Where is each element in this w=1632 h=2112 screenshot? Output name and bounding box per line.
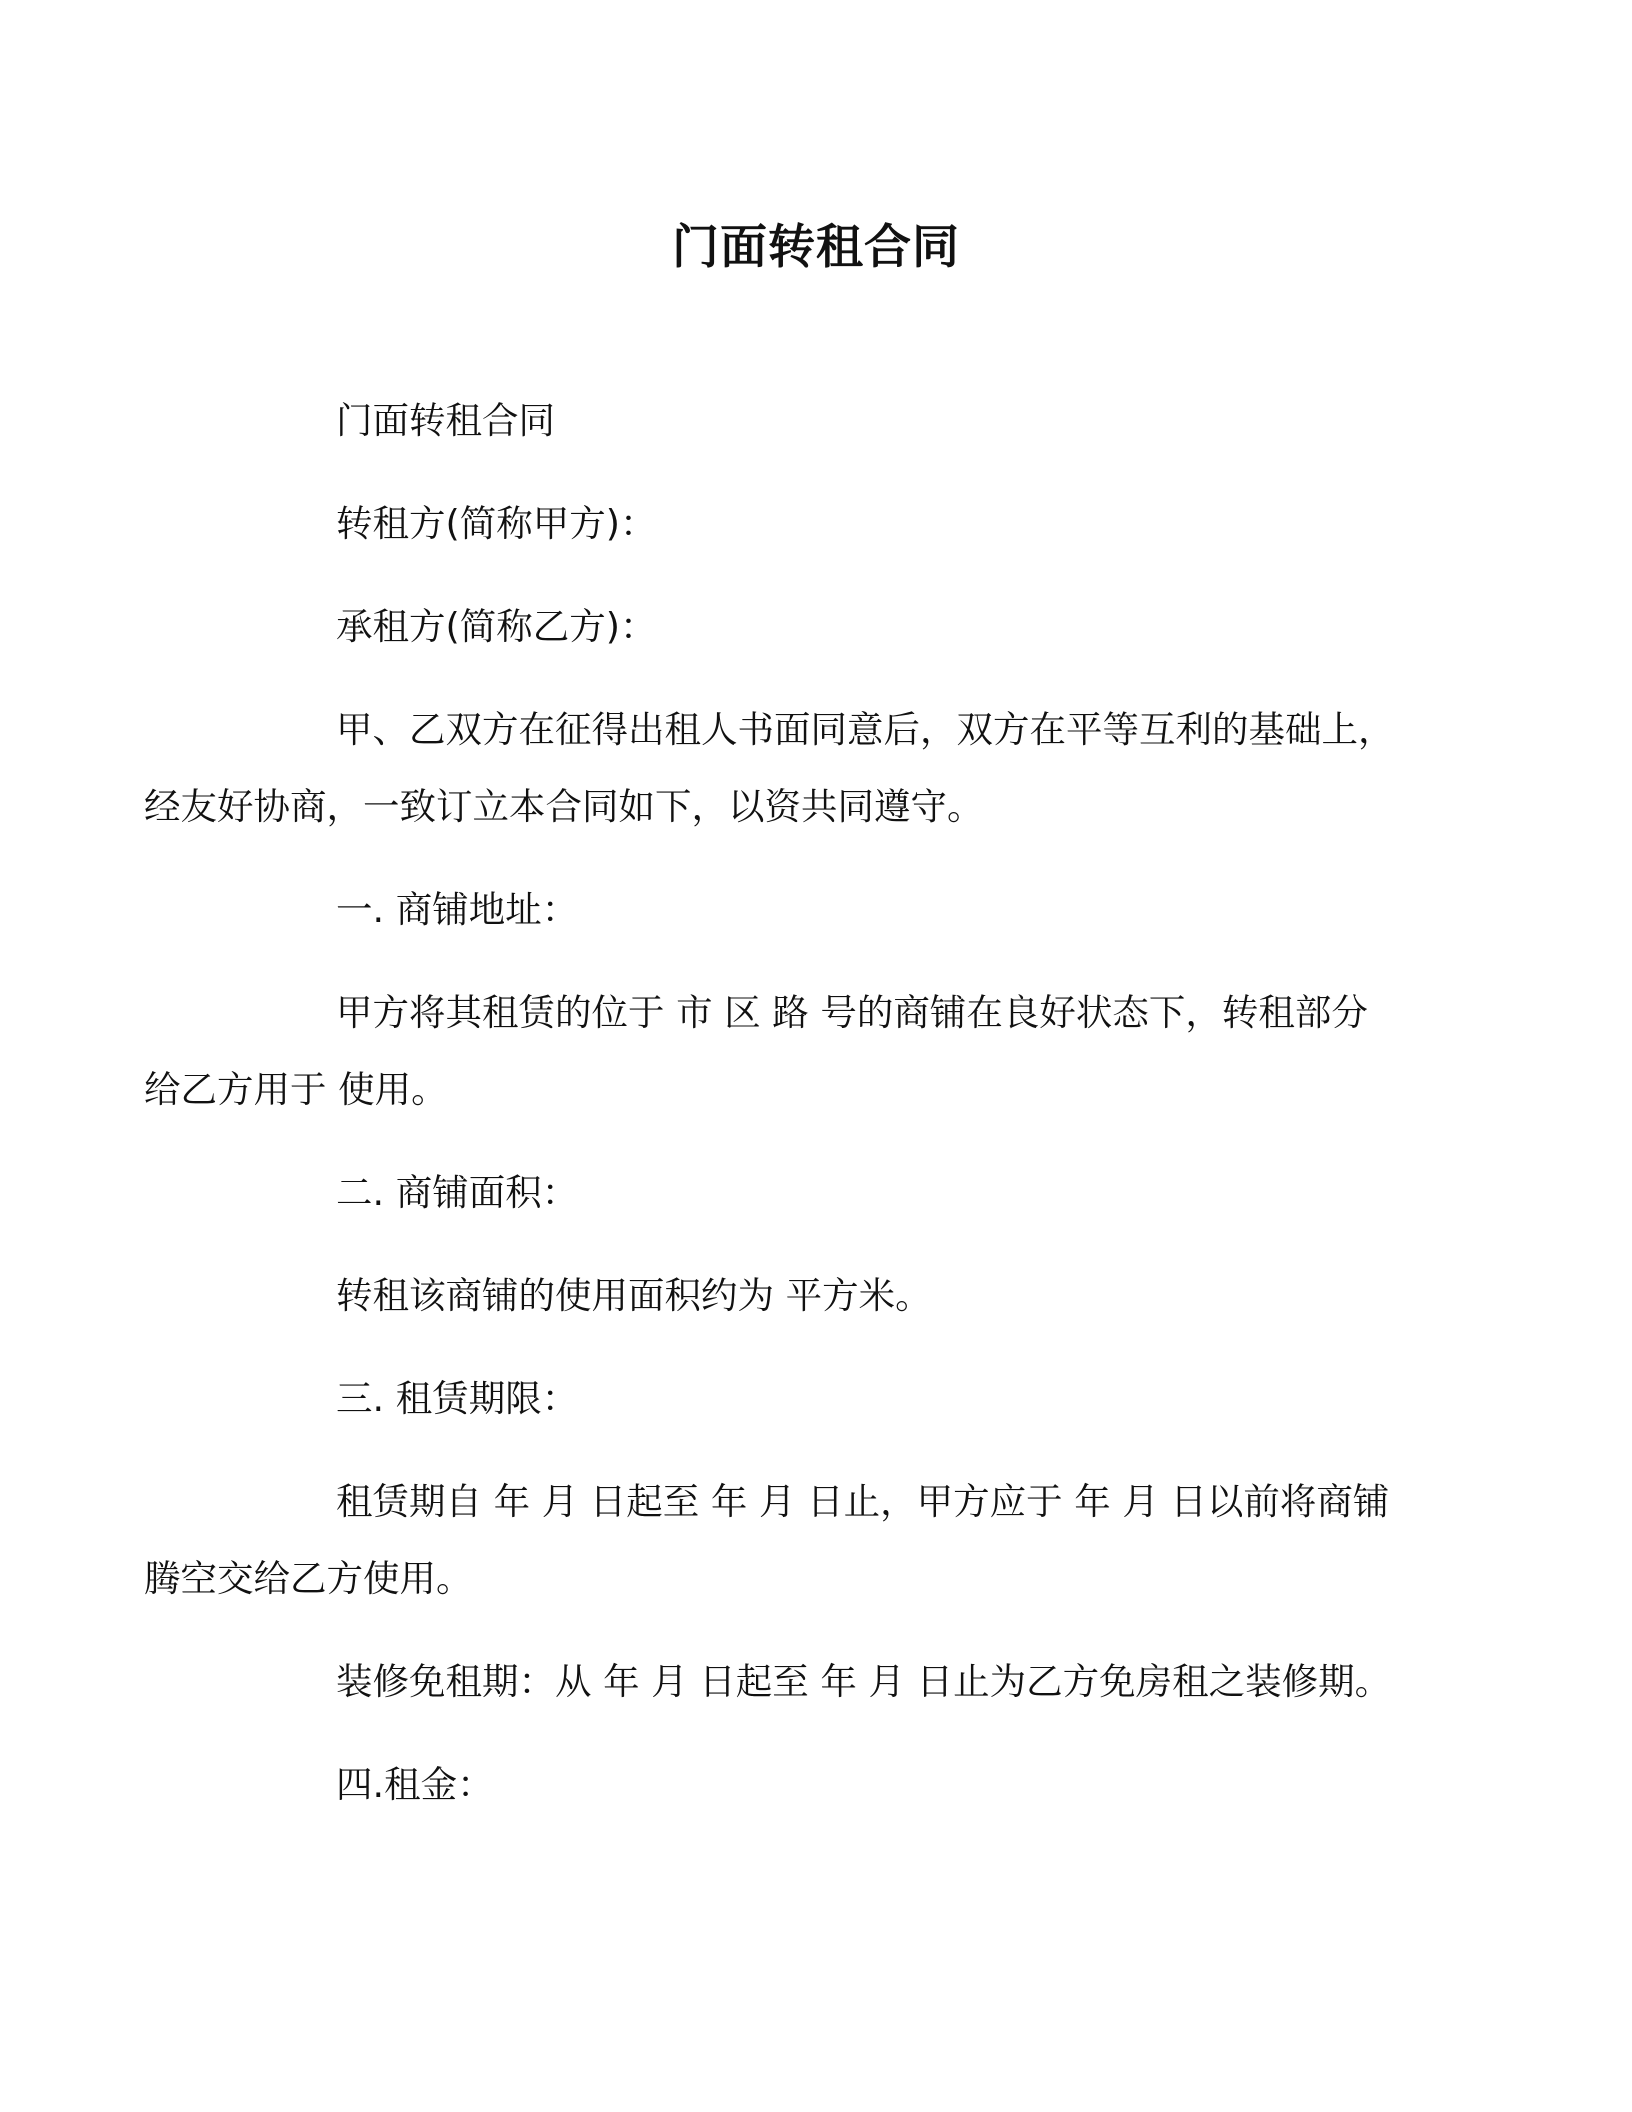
paragraph-line: 甲方将其租赁的位于 市 区 路 号的商铺在良好状态下，转租部分 [336, 991, 1368, 1034]
paragraph-line: 经友好协商，一致订立本合同如下，以资共同遵守。 [144, 785, 984, 828]
paragraph-line: 腾空交给乙方使用。 [144, 1557, 473, 1600]
paragraph-line: 门面转租合同 [336, 399, 555, 442]
paragraph-line: 三. 租赁期限： [336, 1377, 579, 1420]
paragraph-line: 一. 商铺地址： [336, 888, 579, 931]
paragraph-line: 租赁期自 年 月 日起至 年 月 日止，甲方应于 年 月 日以前将商铺 [336, 1480, 1390, 1523]
paragraph-line: 给乙方用于 使用。 [144, 1068, 448, 1111]
paragraph-line: 承租方(简称乙方)： [336, 605, 657, 648]
paragraph-line: 装修免租期：从 年 月 日起至 年 月 日止为乙方免房租之装修期。 [336, 1660, 1392, 1703]
paragraph-subtitle [240, 382, 1400, 459]
paragraph-line: 二. 商铺面积： [336, 1171, 579, 1214]
document-title: 门面转租合同 [672, 220, 960, 275]
paragraph-line: 四.租金： [336, 1763, 494, 1806]
paragraph-preamble [144, 691, 1400, 845]
paragraph-area [240, 1257, 1400, 1334]
section-heading-address [240, 871, 1400, 948]
paragraph-rent-free-period [240, 1643, 1400, 1720]
section-heading-area [240, 1154, 1400, 1231]
section-heading-term [240, 1360, 1400, 1437]
paragraph-line: 转租该商铺的使用面积约为 平方米。 [336, 1274, 932, 1317]
paragraph-line: 甲、乙双方在征得出租人书面同意后，双方在平等互利的基础上， [336, 708, 1395, 751]
paragraph-sublessee [240, 588, 1400, 665]
paragraph-line: 转租方(简称甲方)： [336, 502, 657, 545]
paragraph-sublessor [240, 485, 1400, 562]
paragraph-term [144, 1463, 1400, 1617]
section-heading-rent [240, 1746, 1400, 1823]
paragraph-address [144, 974, 1400, 1128]
